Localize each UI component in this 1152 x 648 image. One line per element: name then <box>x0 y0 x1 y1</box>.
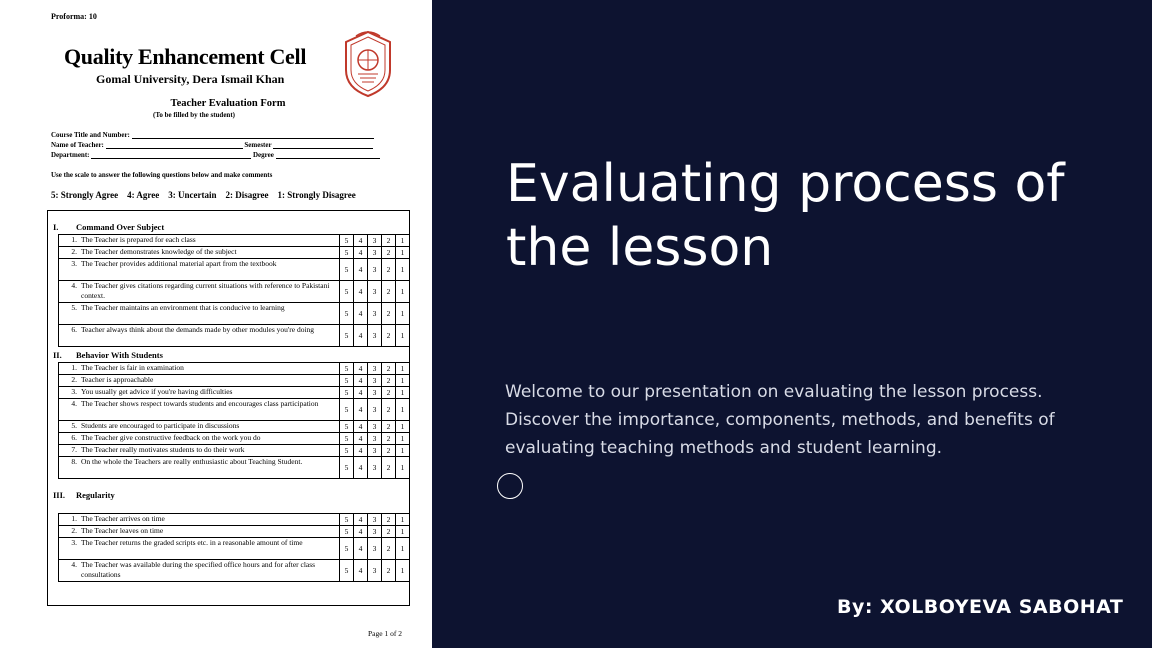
semester-line <box>273 141 373 149</box>
item-text: The Teacher arrives on time <box>81 514 165 523</box>
row-text <box>59 433 340 444</box>
row-text <box>59 445 340 456</box>
table-row <box>58 420 410 432</box>
table-row <box>58 302 410 324</box>
rating-cell: 4 <box>354 303 368 324</box>
rating-cell: 5 <box>340 387 354 398</box>
rating-cells <box>340 538 409 559</box>
rating-cell: 4 <box>354 325 368 346</box>
rating-cell: 5 <box>340 514 354 525</box>
item-text: The Teacher is fair in examination <box>81 363 184 372</box>
item-text: The Teacher give constructive feedback on the work you do <box>81 433 261 442</box>
row-text <box>59 247 340 258</box>
item-text: The Teacher returns the graded scripts etc. in a reasonable amount of time <box>81 538 303 547</box>
item-text: The Teacher really motivates students to do their work <box>81 445 245 454</box>
item-text: The Teacher leaves on time <box>81 526 164 535</box>
rating-cells <box>340 281 409 302</box>
row-text <box>59 375 340 386</box>
rating-cell: 3 <box>368 526 382 537</box>
rating-cell: 2 <box>382 433 396 444</box>
rating-cell: 5 <box>340 375 354 386</box>
item-number: 2. <box>71 375 77 384</box>
row-text <box>59 303 340 324</box>
row-text <box>59 259 340 280</box>
rating-cell: 1 <box>400 405 405 414</box>
rating-cell: 2 <box>382 421 396 432</box>
rating-cell: 4 <box>354 235 368 246</box>
rating-scale: 5: Strongly Agree 4: Agree 3: Uncertain 2: Disagree 1: Strongly Disagree <box>51 190 356 200</box>
row-text <box>59 457 340 478</box>
rating-cell: 4 <box>354 538 368 559</box>
university-name: Gomal University, Dera Ismail Khan <box>96 72 285 86</box>
rating-cell: 3 <box>368 560 382 581</box>
rating-cell: 2 <box>382 457 396 478</box>
rating-cell: 3 <box>368 235 382 246</box>
item-number: 8. <box>71 457 77 466</box>
rating-cell: 2 <box>382 247 396 258</box>
rating-cell: 5 <box>340 281 354 302</box>
rating-cells <box>340 399 409 420</box>
course-line <box>132 131 374 139</box>
section-number: II. <box>53 350 62 360</box>
form-title: Teacher Evaluation Form <box>170 98 286 109</box>
rating-cell: 4 <box>354 457 368 478</box>
rating-cell: 2 <box>382 363 396 374</box>
table-row <box>58 258 410 280</box>
rating-cell: 5 <box>340 303 354 324</box>
rating-cell: 2 <box>382 281 396 302</box>
slide-description: Welcome to our presentation on evaluating the lesson process. Discover the importance, components, methods, and benefits of evaluating teaching methods and student learning. <box>505 382 1055 458</box>
rating-cell: 3 <box>368 303 382 324</box>
rating-cell: 1 <box>400 434 405 443</box>
table-row <box>58 386 410 398</box>
table-row <box>58 280 410 302</box>
course-field <box>51 131 374 139</box>
table-row <box>58 398 410 420</box>
rating-cell: 1 <box>400 566 405 575</box>
rating-cell: 2 <box>382 526 396 537</box>
rating-cell: 2 <box>382 375 396 386</box>
item-number: 4. <box>71 399 77 408</box>
rating-cell: 2 <box>382 399 396 420</box>
table-row <box>58 432 410 444</box>
table-row <box>58 234 410 246</box>
teacher-line <box>106 141 243 149</box>
item-number: 3. <box>71 387 77 396</box>
rating-cell: 4 <box>354 433 368 444</box>
row-text <box>59 325 340 346</box>
rating-cell: 5 <box>340 259 354 280</box>
rating-cell: 1 <box>400 422 405 431</box>
rating-cell: 1 <box>400 376 405 385</box>
item-number: 5. <box>71 303 77 312</box>
section-heading <box>53 350 163 360</box>
rating-cells <box>340 363 409 374</box>
item-number: 4. <box>71 560 77 569</box>
teacher-field <box>51 141 373 149</box>
item-number: 1. <box>71 514 77 523</box>
proforma-label: Proforma: 10 <box>51 12 97 21</box>
rating-cell: 3 <box>368 387 382 398</box>
rating-cell: 1 <box>400 331 405 340</box>
item-number: 4. <box>71 281 77 290</box>
row-text <box>59 363 340 374</box>
form-subtitle: (To be filled by the student) <box>152 111 235 119</box>
item-text: Students are encouraged to participate in discussions <box>81 421 240 430</box>
course-label: Course Title and Number: <box>51 131 130 139</box>
rating-cells <box>340 433 409 444</box>
rating-cell: 4 <box>354 363 368 374</box>
section-title: Behavior With Students <box>76 350 163 360</box>
rating-cell: 1 <box>400 527 405 536</box>
rating-cell: 5 <box>340 538 354 559</box>
slide-panel <box>432 0 1152 648</box>
row-text <box>59 526 340 537</box>
row-text <box>59 281 340 302</box>
rating-cell: 2 <box>382 514 396 525</box>
rating-cell: 4 <box>354 281 368 302</box>
rating-cell: 4 <box>354 375 368 386</box>
item-text: The Teacher was available during the specified office hours and for after class consultations <box>81 560 316 579</box>
item-number: 1. <box>71 235 77 244</box>
rating-cell: 3 <box>368 457 382 478</box>
slide-title: Evaluating process of the lesson <box>506 154 1065 278</box>
rating-cell: 1 <box>400 515 405 524</box>
row-text <box>59 399 340 420</box>
degree-line <box>276 151 380 159</box>
section-heading <box>53 222 164 232</box>
item-number: 2. <box>71 526 77 535</box>
rating-cell: 3 <box>368 445 382 456</box>
rating-cells <box>340 325 409 346</box>
org-name: Quality Enhancement Cell <box>64 44 307 69</box>
rating-cells <box>340 457 409 478</box>
rating-cell: 3 <box>368 399 382 420</box>
rating-cell: 3 <box>368 538 382 559</box>
row-text <box>59 560 340 581</box>
rating-cell: 1 <box>400 287 405 296</box>
rating-cell: 4 <box>354 259 368 280</box>
table-row <box>58 559 410 582</box>
rating-cell: 4 <box>354 514 368 525</box>
rating-cell: 4 <box>354 560 368 581</box>
item-text: Teacher always think about the demands made by other modules you're doing <box>81 325 315 334</box>
rating-cell: 3 <box>368 247 382 258</box>
item-text: The Teacher demonstrates knowledge of the subject <box>81 247 237 256</box>
table-row <box>58 362 410 374</box>
item-number: 6. <box>71 433 77 442</box>
semester-label: Semester <box>244 141 272 149</box>
table-row <box>58 374 410 386</box>
row-text <box>59 387 340 398</box>
rating-cell: 4 <box>354 247 368 258</box>
item-text: On the whole the Teachers are really enthusiastic about Teaching Student. <box>81 457 303 466</box>
row-text <box>59 514 340 525</box>
item-text: The Teacher gives citations regarding current situations with reference to Pakistani context. <box>81 281 330 300</box>
rating-cells <box>340 303 409 324</box>
rating-cell: 2 <box>382 387 396 398</box>
rating-cell: 3 <box>368 514 382 525</box>
item-text: You usually get advice if you're having difficulties <box>81 387 233 396</box>
department-field <box>51 151 380 159</box>
rating-cell: 4 <box>354 445 368 456</box>
author-name: By: XOLBOYEVA SABOHAT <box>837 596 1124 618</box>
rating-cells <box>340 526 409 537</box>
table-row <box>58 324 410 347</box>
table-row <box>58 456 410 479</box>
table-row <box>58 513 410 525</box>
rating-cell: 5 <box>340 399 354 420</box>
rating-cells <box>340 247 409 258</box>
instructions: Use the scale to answer the following questions below and make comments <box>51 171 273 179</box>
rating-cell: 1 <box>400 463 405 472</box>
rating-cell: 5 <box>340 526 354 537</box>
rating-cell: 3 <box>368 363 382 374</box>
page-number: Page 1 of 2 <box>368 629 402 638</box>
rating-cell: 5 <box>340 421 354 432</box>
rating-cell: 1 <box>400 388 405 397</box>
university-seal-icon <box>342 30 394 98</box>
rating-cells <box>340 375 409 386</box>
item-number: 3. <box>71 259 77 268</box>
item-text: The Teacher maintains an environment that is conducive to learning <box>81 303 285 312</box>
table-row <box>58 537 410 559</box>
rating-cell: 5 <box>340 433 354 444</box>
rating-cells <box>340 259 409 280</box>
section-title: Regularity <box>76 490 115 500</box>
section-number: I. <box>53 222 59 232</box>
rating-cell: 3 <box>368 259 382 280</box>
rating-cells <box>340 445 409 456</box>
section-heading <box>53 490 115 500</box>
evaluation-form-image <box>0 0 432 648</box>
rating-cell: 1 <box>400 248 405 257</box>
rating-cell: 2 <box>382 259 396 280</box>
rating-cell: 4 <box>354 526 368 537</box>
row-text <box>59 538 340 559</box>
rating-cell: 3 <box>368 375 382 386</box>
rating-cells <box>340 387 409 398</box>
rating-cell: 5 <box>340 235 354 246</box>
rating-cell: 4 <box>354 399 368 420</box>
item-number: 7. <box>71 445 77 454</box>
item-text: Teacher is approachable <box>81 375 154 384</box>
rating-cell: 1 <box>400 265 405 274</box>
table-row <box>58 246 410 258</box>
item-text: The Teacher provides additional material apart from the textbook <box>81 259 277 268</box>
section-number: III. <box>53 490 66 500</box>
rating-cell: 3 <box>368 433 382 444</box>
rating-cell: 2 <box>382 538 396 559</box>
section-title: Command Over Subject <box>76 222 165 232</box>
rating-cell: 2 <box>382 325 396 346</box>
department-label: Department: <box>51 151 90 159</box>
degree-label: Degree <box>253 151 274 159</box>
rating-cell: 1 <box>400 309 405 318</box>
rating-cell: 2 <box>382 303 396 324</box>
rating-cell: 2 <box>382 445 396 456</box>
rating-cell: 4 <box>354 387 368 398</box>
teacher-label: Name of Teacher: <box>51 141 104 149</box>
item-number: 6. <box>71 325 77 334</box>
rating-cell: 5 <box>340 457 354 478</box>
rating-cells <box>340 514 409 525</box>
rating-cell: 1 <box>400 364 405 373</box>
rating-cell: 5 <box>340 560 354 581</box>
rating-cell: 3 <box>368 421 382 432</box>
rating-cell: 5 <box>340 247 354 258</box>
rating-cell: 1 <box>400 544 405 553</box>
rating-cells <box>340 235 409 246</box>
item-text: The Teacher shows respect towards students and encourages class participation <box>81 399 319 408</box>
rating-cell: 3 <box>368 281 382 302</box>
circle-outline-icon <box>497 473 523 499</box>
rating-cell: 5 <box>340 325 354 346</box>
rating-cell: 1 <box>400 236 405 245</box>
rating-cell: 1 <box>400 446 405 455</box>
item-number: 2. <box>71 247 77 256</box>
item-number: 3. <box>71 538 77 547</box>
item-number: 5. <box>71 421 77 430</box>
rating-cell: 5 <box>340 363 354 374</box>
rating-cells <box>340 560 409 581</box>
rating-cells <box>340 421 409 432</box>
row-text <box>59 421 340 432</box>
rating-cell: 4 <box>354 421 368 432</box>
table-row <box>58 525 410 537</box>
rating-cell: 2 <box>382 235 396 246</box>
rating-cell: 2 <box>382 560 396 581</box>
item-number: 1. <box>71 363 77 372</box>
rating-cell: 3 <box>368 325 382 346</box>
row-text <box>59 235 340 246</box>
item-text: The Teacher is prepared for each class <box>81 235 196 244</box>
table-row <box>58 444 410 456</box>
rating-cell: 5 <box>340 445 354 456</box>
department-line <box>91 151 251 159</box>
